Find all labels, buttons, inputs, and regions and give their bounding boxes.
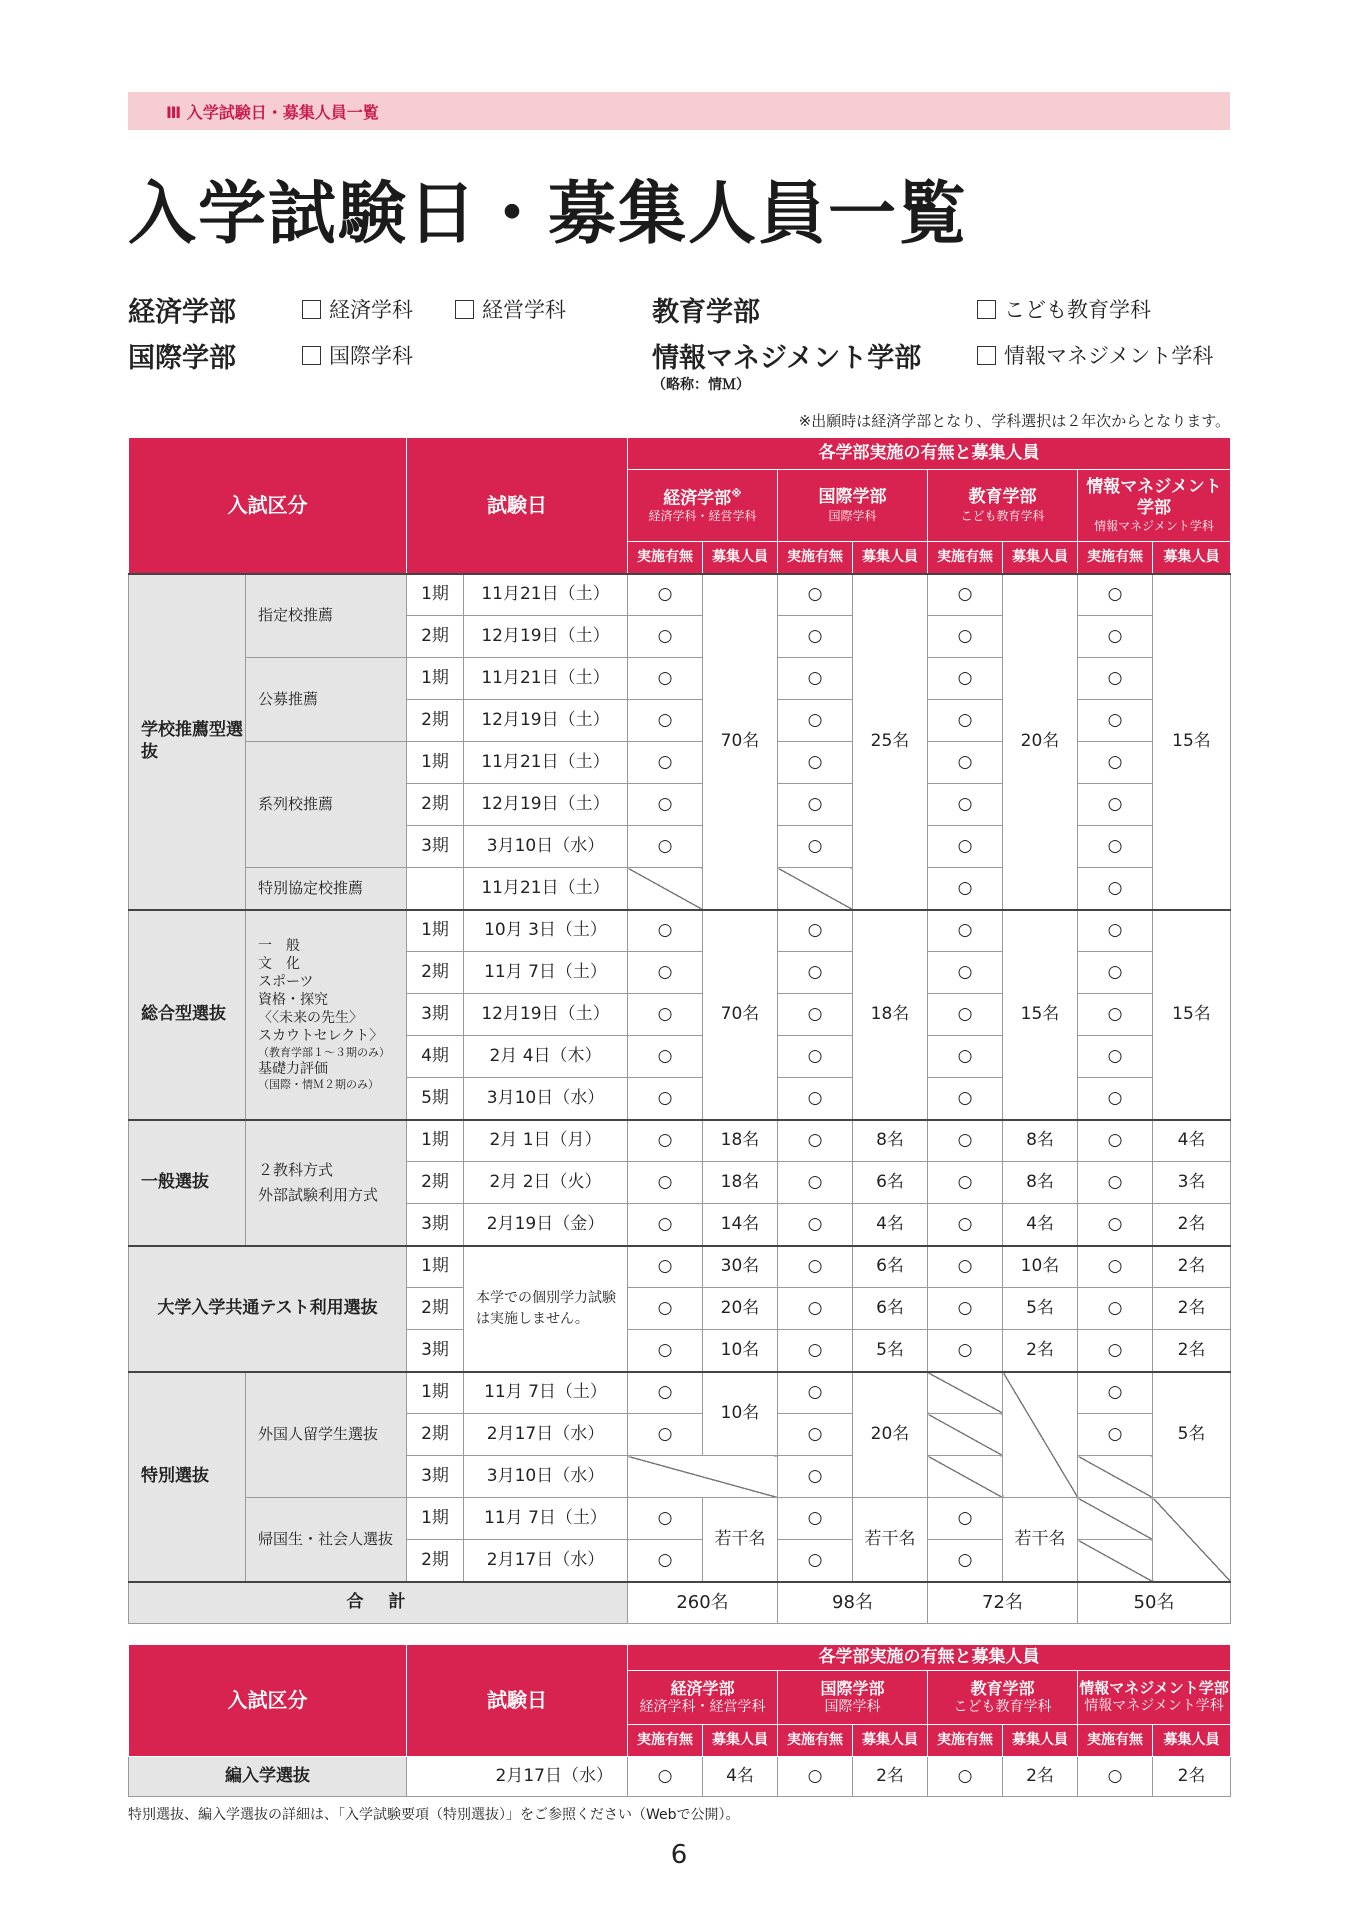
table-cell: 1期: [407, 1246, 464, 1288]
table-cell: ○: [778, 700, 853, 742]
table-cell: ○: [928, 616, 1003, 658]
sub-returnee-adult: 帰国生・社会人選抜: [246, 1498, 407, 1582]
table-cell: ○: [778, 658, 853, 700]
table-cell: 11月21日（土）: [464, 658, 628, 700]
not-applicable-cell: [928, 1456, 1003, 1498]
table-cell: 4名: [853, 1204, 928, 1246]
table-cell: 2期: [407, 616, 464, 658]
transfer-date: 2月17日（水）: [407, 1757, 628, 1797]
table-cell: 3期: [407, 994, 464, 1036]
table-cell: ○: [928, 1162, 1003, 1204]
table-cell: 30名: [703, 1246, 778, 1288]
subheader-impl: 実施有無: [928, 1725, 1003, 1757]
table-cell: ○: [928, 700, 1003, 742]
table-cell: ○: [928, 1120, 1003, 1162]
table-cell: 10月 3日（土）: [464, 910, 628, 952]
table-cell: 12月19日（土）: [464, 994, 628, 1036]
table-cell: ○: [778, 1540, 853, 1582]
table-cell: 4名: [1003, 1204, 1078, 1246]
table-cell: ○: [928, 1757, 1003, 1797]
quota-cell: 10名: [703, 1372, 778, 1456]
table-cell: ○: [628, 784, 703, 826]
table-cell: ○: [1078, 1414, 1153, 1456]
table-cell: 8名: [1003, 1162, 1078, 1204]
table-cell: ○: [928, 742, 1003, 784]
quota-cell: 20名: [853, 1372, 928, 1498]
category-transfer: 編入学選抜: [129, 1757, 407, 1797]
table-cell: ○: [778, 1372, 853, 1414]
table-cell: 2名: [1003, 1330, 1078, 1372]
table-cell: ○: [778, 1162, 853, 1204]
table-cell: ○: [778, 952, 853, 994]
table-cell: ○: [1078, 868, 1153, 910]
table-cell: ○: [1078, 994, 1153, 1036]
table-cell: ○: [928, 1204, 1003, 1246]
table-cell: 若干名: [1003, 1498, 1078, 1582]
category-general: 一般選抜: [129, 1120, 246, 1246]
table-cell: 1期: [407, 1498, 464, 1540]
col-entry-header: 入試区分: [129, 1645, 407, 1757]
table-cell: 若干名: [853, 1498, 928, 1582]
quota-cell: 25名: [853, 574, 928, 910]
table-cell: ○: [1078, 1246, 1153, 1288]
category-comprehensive: 総合型選抜: [129, 910, 246, 1120]
page-title: 入学試験日・募集人員一覧: [128, 174, 969, 254]
table-cell: ○: [928, 1498, 1003, 1540]
table-cell: ○: [628, 1498, 703, 1540]
not-applicable-cell: [628, 1456, 778, 1498]
quota-cell: 15名: [1153, 910, 1231, 1120]
table-cell: 2月17日（水）: [464, 1540, 628, 1582]
table-cell: ○: [778, 784, 853, 826]
table-cell: ○: [628, 658, 703, 700]
checkbox-box[interactable]: [302, 346, 321, 365]
table-cell: ○: [1078, 826, 1153, 868]
table-cell: ○: [628, 1120, 703, 1162]
table-cell: ○: [928, 574, 1003, 616]
table-row: [129, 1757, 1231, 1797]
quota-cell: 70名: [703, 574, 778, 910]
table-cell: ○: [778, 1414, 853, 1456]
table-cell: ○: [1078, 1330, 1153, 1372]
section-band: [128, 92, 1230, 130]
table-cell: 5期: [407, 1078, 464, 1120]
table-cell: ○: [628, 616, 703, 658]
table-cell: ○: [628, 1162, 703, 1204]
table-cell: ○: [1078, 742, 1153, 784]
table-cell: ○: [928, 1330, 1003, 1372]
table-cell: 2名: [1153, 1757, 1231, 1797]
info-abbreviation: （略称：情Ｍ）: [652, 377, 750, 393]
table-cell: ○: [778, 742, 853, 784]
col-group-header: 各学部実施の有無と募集人員: [628, 438, 1231, 470]
table-cell: 5名: [853, 1330, 928, 1372]
table-cell: 1期: [407, 574, 464, 616]
table-cell: ○: [628, 742, 703, 784]
checkbox-box[interactable]: [977, 346, 996, 365]
table-cell: ○: [1078, 700, 1153, 742]
table-row: [129, 1120, 1231, 1162]
table-cell: 3名: [1153, 1162, 1231, 1204]
subheader-quota: 募集人員: [853, 1725, 928, 1757]
table-cell: 2月 2日（火）: [464, 1162, 628, 1204]
table-cell: 11月21日（土）: [464, 742, 628, 784]
subheader-impl: 実施有無: [1078, 542, 1153, 574]
table-cell: 20名: [703, 1288, 778, 1330]
table-cell: ○: [928, 868, 1003, 910]
table-cell: 18名: [703, 1120, 778, 1162]
checkbox-box[interactable]: [455, 300, 474, 319]
quota-cell: 15名: [1153, 574, 1231, 910]
table-cell: 1期: [407, 1372, 464, 1414]
table-cell: 1期: [407, 742, 464, 784]
faculty-header-intl: 国際学部 国際学科: [778, 1671, 928, 1725]
table-cell: ○: [928, 826, 1003, 868]
table-cell: ○: [628, 910, 703, 952]
sub-special-agreement: 特別協定校推薦: [246, 868, 407, 910]
table-cell: 2期: [407, 1414, 464, 1456]
table-cell: ○: [628, 1540, 703, 1582]
table-cell: 1期: [407, 1120, 464, 1162]
table-cell: ○: [928, 952, 1003, 994]
total-value: 50名: [1078, 1582, 1231, 1624]
table-cell: 2期: [407, 700, 464, 742]
table-cell: ○: [628, 994, 703, 1036]
table-cell: ○: [928, 658, 1003, 700]
total-value: 260名: [628, 1582, 778, 1624]
table-row: [129, 1498, 1231, 1540]
table-cell: 8名: [853, 1120, 928, 1162]
table-cell: 14名: [703, 1204, 778, 1246]
not-applicable-cell: [1078, 1456, 1153, 1498]
checkbox-label: こども教育学科: [1004, 298, 1151, 322]
table-cell: 8名: [1003, 1120, 1078, 1162]
general-methods: ２教科方式 外部試験利用方式: [246, 1120, 407, 1246]
table-cell: 6名: [853, 1288, 928, 1330]
table-cell: ○: [778, 574, 853, 616]
checkbox-box[interactable]: [302, 300, 321, 319]
table-cell: 11月21日（土）: [464, 574, 628, 616]
faculty-header-info: 情報マネジメント学部 情報マネジメント学科: [1078, 1671, 1231, 1725]
page-number: 6: [670, 1840, 688, 1870]
total-value: 98名: [778, 1582, 928, 1624]
table-cell: 11月21日（土）: [464, 868, 628, 910]
common-test-note: 本学での個別学力試験は実施しません。: [464, 1246, 628, 1372]
not-applicable-cell: [1078, 1540, 1153, 1582]
sub-public: 公募推薦: [246, 658, 407, 742]
table-cell: ○: [778, 1498, 853, 1540]
table-cell: 10名: [703, 1330, 778, 1372]
transfer-table: [128, 1644, 1231, 1797]
table-cell: 11月 7日（土）: [464, 1498, 628, 1540]
subheader-impl: 実施有無: [628, 542, 703, 574]
subheader-quota: 募集人員: [703, 1725, 778, 1757]
table-cell: ○: [628, 1246, 703, 1288]
table-cell: 2期: [407, 952, 464, 994]
not-applicable-cell: [628, 868, 703, 910]
table-cell: 1期: [407, 658, 464, 700]
subheader-impl: 実施有無: [928, 542, 1003, 574]
col-date-header: 試験日: [407, 1645, 628, 1757]
table-cell: ○: [628, 1036, 703, 1078]
checkbox-child-edu[interactable]: [977, 294, 1151, 324]
table-row: [129, 1246, 1231, 1288]
dept-intl: 国際学部: [128, 343, 236, 374]
table-cell: 2名: [1153, 1204, 1231, 1246]
comprehensive-types: 一 般 文 化 スポーツ 資格・探究 〈〈未来の先生〉 スカウトセレクト〉 （教育学部１～３期のみ） 基礎力評価 （国際・情Ｍ２期のみ）: [246, 910, 407, 1120]
total-row: [129, 1582, 1231, 1624]
table-cell: ○: [928, 1078, 1003, 1120]
table-cell: 5名: [1003, 1288, 1078, 1330]
subheader-quota: 募集人員: [1003, 542, 1078, 574]
table-cell: 2月 1日（月）: [464, 1120, 628, 1162]
subheader-quota: 募集人員: [853, 542, 928, 574]
schedule-table: [128, 437, 1231, 1624]
subheader-quota: 募集人員: [703, 542, 778, 574]
table-cell: ○: [778, 1757, 853, 1797]
table-cell: [407, 868, 464, 910]
table-cell: ○: [778, 1330, 853, 1372]
table-cell: ○: [628, 1288, 703, 1330]
table-cell: 2月17日（水）: [464, 1414, 628, 1456]
quota-cell: 20名: [1003, 574, 1078, 910]
sub-international-students: 外国人留学生選抜: [246, 1372, 407, 1498]
table-cell: ○: [1078, 1036, 1153, 1078]
category-special: 特別選抜: [129, 1372, 246, 1582]
table-cell: 12月19日（土）: [464, 616, 628, 658]
table-cell: ○: [1078, 784, 1153, 826]
subheader-quota: 募集人員: [1153, 1725, 1231, 1757]
section-band-label: Ⅲ 入学試験日・募集人員一覧: [166, 103, 379, 122]
not-applicable-cell: [1003, 1372, 1078, 1498]
table-cell: ○: [628, 700, 703, 742]
checkbox-label: 経営学科: [482, 298, 566, 322]
dept-edu: 教育学部: [652, 297, 760, 328]
table-cell: 2月 4日（木）: [464, 1036, 628, 1078]
table-cell: ○: [778, 826, 853, 868]
table-cell: ○: [1078, 1288, 1153, 1330]
faculty-header-info: 情報マネジメント学部 情報マネジメント学科: [1078, 470, 1231, 542]
table-cell: ○: [778, 1288, 853, 1330]
table-cell: 4名: [1153, 1120, 1231, 1162]
table-cell: 3期: [407, 1330, 464, 1372]
table-cell: 11月 7日（土）: [464, 952, 628, 994]
table-cell: ○: [778, 910, 853, 952]
checkbox-info[interactable]: [977, 340, 1213, 370]
table-cell: ○: [628, 1204, 703, 1246]
table-cell: 2名: [1153, 1246, 1231, 1288]
table-cell: 2名: [1153, 1288, 1231, 1330]
checkbox-label: 情報マネジメント学科: [1004, 344, 1214, 368]
table-cell: ○: [628, 952, 703, 994]
table-cell: ○: [778, 616, 853, 658]
not-applicable-cell: [928, 1414, 1003, 1456]
not-applicable-cell: [928, 1372, 1003, 1414]
table-cell: 6名: [853, 1246, 928, 1288]
table-cell: ○: [778, 1456, 853, 1498]
table-cell: ○: [778, 1120, 853, 1162]
table-cell: ○: [778, 1246, 853, 1288]
footnote: 特別選抜、編入学選抜の詳細は、「入学試験要項（特別選抜）」をご参照ください（Webで公開）。: [128, 1807, 740, 1823]
subheader-quota: 募集人員: [1153, 542, 1231, 574]
table-cell: ○: [778, 1204, 853, 1246]
table-cell: 4期: [407, 1036, 464, 1078]
table-cell: ○: [1078, 1757, 1153, 1797]
faculty-header-edu: 教育学部 こども教育学科: [928, 470, 1078, 542]
not-applicable-cell: [1153, 1498, 1231, 1582]
table-cell: ○: [778, 1078, 853, 1120]
subheader-impl: 実施有無: [778, 1725, 853, 1757]
table-cell: 4名: [703, 1757, 778, 1797]
checkbox-mgmt[interactable]: [455, 294, 566, 324]
table-cell: 3期: [407, 826, 464, 868]
faculty-header-edu: 教育学部 こども教育学科: [928, 1671, 1078, 1725]
table-cell: 2期: [407, 1162, 464, 1204]
table-cell: ○: [1078, 574, 1153, 616]
quota-cell: 15名: [1003, 910, 1078, 1120]
subheader-impl: 実施有無: [1078, 1725, 1153, 1757]
col-group-header: 各学部実施の有無と募集人員: [628, 1645, 1231, 1671]
subheader-impl: 実施有無: [628, 1725, 703, 1757]
table-cell: 3期: [407, 1204, 464, 1246]
table-cell: ○: [778, 994, 853, 1036]
checkbox-econ[interactable]: [302, 294, 413, 324]
checkbox-intl[interactable]: [302, 340, 413, 370]
table-cell: 10名: [1003, 1246, 1078, 1288]
table-cell: ○: [1078, 1204, 1153, 1246]
quota-cell: 18名: [853, 910, 928, 1120]
table-cell: ○: [928, 994, 1003, 1036]
table-cell: ○: [928, 1540, 1003, 1582]
checkbox-label: 国際学科: [329, 344, 413, 368]
table-cell: 2月19日（金）: [464, 1204, 628, 1246]
table-cell: ○: [628, 826, 703, 868]
table-cell: 6名: [853, 1162, 928, 1204]
table-cell: ○: [628, 1078, 703, 1120]
table-cell: ○: [628, 1414, 703, 1456]
sub-designated: 指定校推薦: [246, 574, 407, 658]
faculty-header-intl: 国際学部 国際学科: [778, 470, 928, 542]
total-value: 72名: [928, 1582, 1078, 1624]
faculty-header-econ: 経済学部※ 経済学科・経営学科: [628, 470, 778, 542]
table-cell: ○: [928, 910, 1003, 952]
table-cell: ○: [628, 574, 703, 616]
col-date-header: 試験日: [407, 438, 628, 574]
faculty-header-econ: 経済学部 経済学科・経営学科: [628, 1671, 778, 1725]
category-common-test: 大学入学共通テスト利用選抜: [129, 1246, 407, 1372]
quota-cell: 5名: [1153, 1372, 1231, 1498]
table-cell: 若干名: [703, 1498, 778, 1582]
table-cell: ○: [1078, 1162, 1153, 1204]
table-cell: ○: [628, 1372, 703, 1414]
table-cell: 2期: [407, 1540, 464, 1582]
table-cell: ○: [1078, 1078, 1153, 1120]
table-cell: ○: [1078, 910, 1153, 952]
table-cell: 12月19日（土）: [464, 700, 628, 742]
table-cell: 2期: [407, 1288, 464, 1330]
table-cell: 12月19日（土）: [464, 784, 628, 826]
table-cell: 18名: [703, 1162, 778, 1204]
table-cell: ○: [628, 1330, 703, 1372]
not-applicable-cell: [778, 868, 853, 910]
table-cell: ○: [928, 1288, 1003, 1330]
dept-econ: 経済学部: [128, 297, 236, 328]
table-cell: 2名: [853, 1757, 928, 1797]
table-cell: 3月10日（水）: [464, 1456, 628, 1498]
table-cell: ○: [1078, 658, 1153, 700]
table-cell: 3月10日（水）: [464, 1078, 628, 1120]
table-cell: ○: [1078, 952, 1153, 994]
subheader-impl: 実施有無: [778, 542, 853, 574]
table-cell: 2名: [1003, 1757, 1078, 1797]
table-cell: 3月10日（水）: [464, 826, 628, 868]
table-row: [129, 910, 1231, 952]
table-cell: 3期: [407, 1456, 464, 1498]
table-cell: ○: [1078, 1120, 1153, 1162]
checkbox-box[interactable]: [977, 300, 996, 319]
note-top: ※出願時は経済学部となり、学科選択は２年次からとなります。: [798, 412, 1230, 430]
not-applicable-cell: [1078, 1498, 1153, 1540]
table-cell: ○: [928, 1036, 1003, 1078]
sub-affiliated: 系列校推薦: [246, 742, 407, 868]
quota-cell: 70名: [703, 910, 778, 1120]
table-row: [129, 574, 1231, 616]
subheader-quota: 募集人員: [1003, 1725, 1078, 1757]
col-entry-header: 入試区分: [129, 438, 407, 574]
total-label: 合 計: [129, 1582, 628, 1624]
table-cell: ○: [1078, 616, 1153, 658]
table-cell: 2名: [1153, 1330, 1231, 1372]
category-school: 学校推薦型選抜: [129, 574, 246, 910]
table-cell: 11月 7日（土）: [464, 1372, 628, 1414]
table-cell: ○: [928, 1246, 1003, 1288]
checkbox-label: 経済学科: [329, 298, 413, 322]
table-cell: ○: [778, 1036, 853, 1078]
table-cell: 2期: [407, 784, 464, 826]
table-cell: ○: [628, 1757, 703, 1797]
dept-info: 情報マネジメント学部: [652, 343, 922, 374]
table-cell: ○: [928, 784, 1003, 826]
table-row: [129, 1372, 1231, 1414]
table-cell: ○: [1078, 1372, 1153, 1414]
table-cell: 1期: [407, 910, 464, 952]
